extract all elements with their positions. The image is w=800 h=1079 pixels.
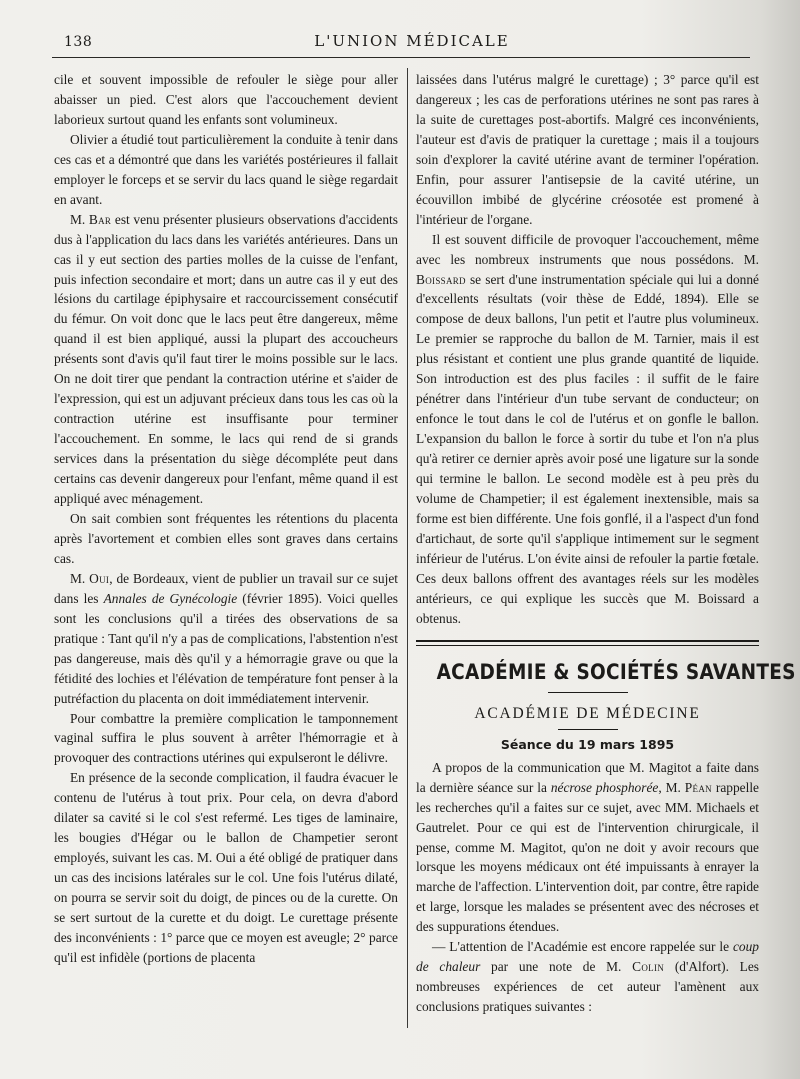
running-head — [52, 30, 772, 54]
short-rule — [558, 729, 618, 730]
paragraph: On sait combien sont fréquentes les rétentions du placenta après l'avortement et combien elles sont graves dans certains cas. — [54, 510, 398, 566]
author-name: Péan — [684, 779, 712, 795]
section-rule — [416, 640, 759, 646]
paragraph: cile et souvent impossible de refouler le siège pour aller abaisser un pied. C'est alors que l'accouchement devient laborieux surtout quand les enfants sont volumineux. — [54, 72, 398, 127]
paragraph: — L'attention de l'Académie est encore rappelée sur le coup de chaleur par une note de M. Colin (d'Alfort). Les nombreuses expériences de cet auteur l'amènent aux conclusions pratiques suivantes : — [416, 939, 759, 1015]
session-date: Séance du 19 mars 1895 — [500, 736, 675, 752]
section-title: ACADÉMIE & SOCIÉTÉS SAVANTES — [436, 659, 796, 684]
paragraph: Il est souvent difficile de provoquer l'accouchement, même avec les nombreux instruments que nous possédons. M. Boissard se sert d'une instrumentation spéciale qui lui a donné d'excellents résultats (voir thèse de Eddé, 1894). Elle se compose de deux ballons, l'un petit et l'autre plus volumineux. Le premier se rapproche du ballon de M. Tarnier, mais il est plus résistant et contient une plus grande quantité de liquide. Son introduction est des plus faciles : il suffit de le faire pénétrer dans l'intérieur d'un tube servant de conducteur; on enfonce le tout dans le col de l'utérus et on gonfle le ballon. L'expansion du ballon le force à sortir du tube et l'on n'a plus qu'à retirer ce dernier après avoir posé une ligature sur la sonde qui termine le ballon. Le second modèle est à peu près du volume de Champetier; il est également inextensible, mais sa forme est bien différente. Une fois gonflé, il a l'aspect d'un fond d'artichaut, de sorte qu'il s'applique intimement sur le segment inférieur de l'utérus. L'on évite ainsi de refouler la partie fœtale. Ces deux ballons offrent des avantages réels sur les modèles antérieurs, ce qui explique les succès que M. Boissard a obtenus. — [416, 231, 759, 626]
journal-reference: Annales de Gynécologie — [103, 590, 238, 606]
paragraph: Pour combattre la première complication le tamponnement vaginal suffira le plus souvent à arrêter l'hémorragie et à provoquer des contractions utérines qui expulseront le délivre. — [54, 710, 398, 766]
subsection-title: ACADÉMIE DE MÉDECINE — [474, 704, 701, 722]
author-name: Oui — [89, 570, 110, 586]
paragraph: laissées dans l'utérus malgré le curettage) ; 3° parce qu'il est dangereux ; les cas de perforations utérines ne sont pas rares à la suite de curettages post-abortifs. Malgré ces inconvénients, l'auteur est d'avis de pratiquer la curettage ; mais il a toujours soin d'explorer la cavité utérine avant de terminer l'opération. Enfin, pour assurer l'antisepsie de la cavité utérine, un écouvillon imbibé de glycérine créosotée est promené à l'intérieur de l'organe. — [416, 72, 759, 227]
page-number: 138 — [64, 34, 93, 50]
author-name: Boissard — [416, 271, 466, 287]
paragraph: M. Oui, de Bordeaux, vient de publier un travail sur ce sujet dans les Annales de Gynécologie (février 1895). Voici quelles sont les conclusions qu'il a tirées des observations de sa pratique : Tant qu'il n'y a pas de complications, l'abstention n'est pas dangereuse, mais dès qu'il y a hémorragie grave ou que la fétidité des lochies et l'élévation de température font penser à la putréfaction du placenta on doit immédiatement intervenir. — [54, 570, 398, 706]
term: coup de chaleur — [416, 939, 759, 975]
right-column — [416, 70, 796, 1017]
author-name: Bar — [88, 211, 112, 227]
column-divider — [407, 68, 408, 1028]
paragraph: Olivier a étudié tout particulièrement la conduite à tenir dans ces cas et a démontré que dans les variétés postérieures il fallait employer le forceps et se servir du lacs quand le siège regardait en avant. — [54, 131, 398, 207]
paragraph: A propos de la communication que M. Magitot a faite dans la dernière séance sur la nécrose phosphorée, M. Péan rappelle les recherches qu'il a faites sur ce sujet, avec MM. Michaels et Gautrelet. Pour ce qui est de l'intervention chirurgicale, il pense, comme M. Magitot, qu'on ne doit y avoir recours que lorsque les moyens médicaux ont été impuissants à enrayer la marche de l'affection. L'intervention doit, par contre, être rapide et large, lorsque les malades se présentent avec des nécroses et des suppurations étendues. — [416, 759, 759, 935]
short-rule — [548, 692, 628, 693]
paragraph: M. Bar est venu présenter plusieurs observations d'accidents dus à l'application du lacs dans les variétés antérieures. Dans un cas il y eut section des parties molles de la cuisse de l'enfant, puis infection secondaire et mort; dans un autre cas il y eut des lésions du cartilage épiphysaire et raccourcissement consécutif du fémur. On voit donc que le lacs peut être dangereux, même quand il est bien appliqué, aussi la plupart des accoucheurs présents sont d'avis qu'il faut tirer le moins possible sur le lacs. On ne doit tirer que pendant la contraction utérine et s'aider de l'expression, qui est un adjuvant précieux dans tous les cas où la contraction utérine est insuffisante pour terminer l'accouchement. En somme, le lacs qui rend de si grands services dans la présentation du siège décompléte peut dans certains cas devenir dangereux pour l'enfant, même quand il est appliqué avec ménagement. — [54, 211, 398, 507]
left-column — [54, 70, 398, 968]
term: nécrose phosphorée — [550, 779, 659, 795]
paragraph: En présence de la seconde complication, il faudra évacuer le contenu de l'utérus à tout prix. Pour cela, on devra d'abord dilater sa cavité si le col s'est refermé. Les tiges de laminaire, les bougies d'Hégar ou le ballon de Champetier seront employés, suivant les cas. M. Oui a été obligé de pratiquer dans un cas des incisions latérales sur le col. Une fois l'utérus dilaté, on pourra se servir soit du doigt, de pinces ou de la curette. On se sert surtout de la curette et du doigt. Le curettage présente des inconvénients : 1° parce que ce moyen est aveugle; 2° parce qu'il est infidèle (portions de placenta — [54, 770, 398, 965]
author-name: Colin — [632, 959, 665, 975]
header-rule — [52, 57, 750, 58]
journal-title: L'UNION MÉDICALE — [314, 32, 510, 50]
